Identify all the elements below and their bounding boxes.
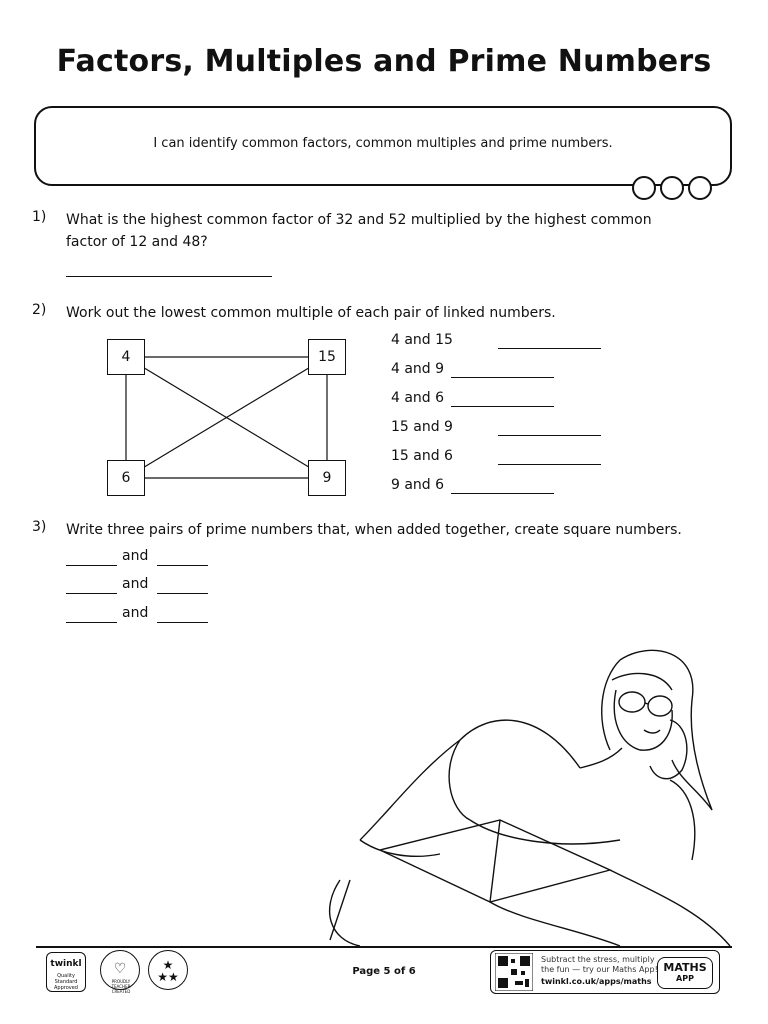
pair-label: 15 and 6 bbox=[391, 448, 453, 464]
page-title: Factors, Multiples and Prime Numbers bbox=[56, 44, 712, 79]
stars-icon: ★ ★★ bbox=[157, 958, 179, 984]
node-6: 6 bbox=[107, 460, 145, 496]
prime-answer-line[interactable] bbox=[157, 622, 208, 623]
app-promo-line-1: Subtract the stress, multiply bbox=[541, 955, 655, 964]
qr-code-icon bbox=[495, 953, 533, 991]
pair-label: 4 and 6 bbox=[391, 390, 445, 406]
footer-divider bbox=[36, 946, 732, 948]
prime-answer-line[interactable] bbox=[157, 565, 208, 566]
pair-answer-line[interactable] bbox=[451, 406, 554, 407]
question-3-text: Write three pairs of prime numbers that, when added together, create square numbers. bbox=[66, 522, 682, 538]
and-label: and bbox=[122, 548, 149, 564]
question-1-text-line-1: What is the highest common factor of 32 and 52 multiplied by the highest common bbox=[66, 212, 652, 228]
decorative-circles bbox=[632, 176, 712, 200]
question-2-number: 2) bbox=[32, 302, 47, 318]
maths-app-logo-bottom: APP bbox=[676, 974, 694, 983]
question-1-number: 1) bbox=[32, 209, 47, 225]
question-1-text-line-2: factor of 12 and 48? bbox=[66, 234, 208, 250]
pair-label: 4 and 15 bbox=[391, 332, 453, 348]
maths-app-promo[interactable] bbox=[490, 950, 720, 994]
heart-icon: ♡ bbox=[113, 961, 127, 977]
learning-objective-text: I can identify common factors, common multiples and prime numbers. bbox=[153, 136, 613, 151]
prime-answer-line[interactable] bbox=[157, 593, 208, 594]
pair-label: 4 and 9 bbox=[391, 361, 445, 377]
prime-answer-line[interactable] bbox=[66, 565, 117, 566]
app-url-link[interactable]: twinkl.co.uk/apps/maths bbox=[541, 977, 652, 986]
pair-answer-line[interactable] bbox=[451, 377, 554, 378]
maths-app-logo bbox=[657, 957, 713, 989]
question-2-text: Work out the lowest common multiple of each pair of linked numbers. bbox=[66, 305, 556, 321]
page-number: Page 5 of 6 bbox=[352, 966, 416, 977]
pair-answer-line[interactable] bbox=[451, 493, 554, 494]
question-3-number: 3) bbox=[32, 519, 47, 535]
prime-answer-line[interactable] bbox=[66, 593, 117, 594]
node-4: 4 bbox=[107, 339, 145, 375]
node-15: 15 bbox=[308, 339, 346, 375]
question-1-answer-line[interactable] bbox=[66, 276, 272, 277]
girl-thinking-illustration bbox=[320, 640, 740, 946]
node-9: 9 bbox=[308, 460, 346, 496]
learning-objective-box bbox=[34, 106, 732, 186]
and-label: and bbox=[122, 576, 149, 592]
teacher-created-text: PROUDLY TEACHER CREATED bbox=[111, 979, 131, 994]
quality-standard-text: Quality Standard Approved bbox=[54, 973, 78, 991]
pair-label: 15 and 9 bbox=[391, 419, 453, 435]
twinkl-logo-text: twinkl bbox=[50, 959, 82, 969]
app-promo-text bbox=[541, 955, 658, 975]
pair-answer-line[interactable] bbox=[498, 435, 601, 436]
prime-answer-line[interactable] bbox=[66, 622, 117, 623]
pair-answer-line[interactable] bbox=[498, 464, 601, 465]
maths-app-logo-top: MATHS bbox=[663, 961, 707, 974]
and-label: and bbox=[122, 605, 149, 621]
app-promo-line-2: the fun — try our Maths App! bbox=[541, 965, 658, 974]
pair-label: 9 and 6 bbox=[391, 477, 445, 493]
pair-answer-line[interactable] bbox=[498, 348, 601, 349]
